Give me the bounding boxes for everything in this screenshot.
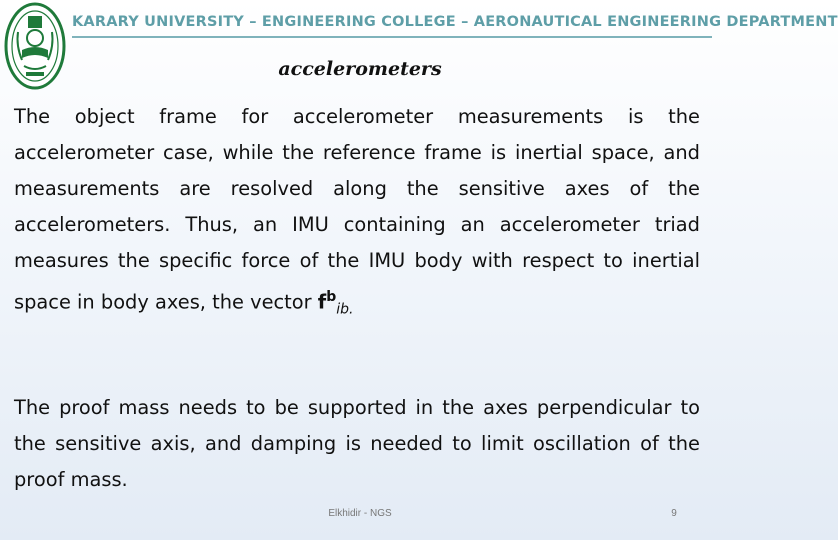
department-header [72,10,838,34]
paragraph-object-frame-text: The object frame for accelerometer measurements is the accelerometer case, while the reference frame is inertial space, and measurements are resolved along the sensitive axes of the accelerometers. Thus, an IMU containing an accelerometer triad measures the specific force of the IMU body with respect to inertial space in body axes, the vector [14,105,700,314]
footer-author: Elkhidir - NGS [328,508,392,519]
paragraph-proof-mass: The proof mass needs to be supported in the axes perpendicular to the sensitive axis, and damping is needed to limit oscillation of the proof mass. [14,396,700,491]
vector-symbol: f [317,290,327,314]
slide-title: accelerometers [278,58,442,80]
header-divider [72,36,712,38]
vector-superscript: b [326,289,337,305]
paragraph-object-frame [14,99,700,327]
department-header-text: KARARY UNIVERSITY – ENGINEERING COLLEGE – AERONAUTICAL ENGINEERING DEPARTMENT [72,14,838,30]
page-number: 9 [671,508,677,519]
vector-subscript: ib. [336,301,354,318]
